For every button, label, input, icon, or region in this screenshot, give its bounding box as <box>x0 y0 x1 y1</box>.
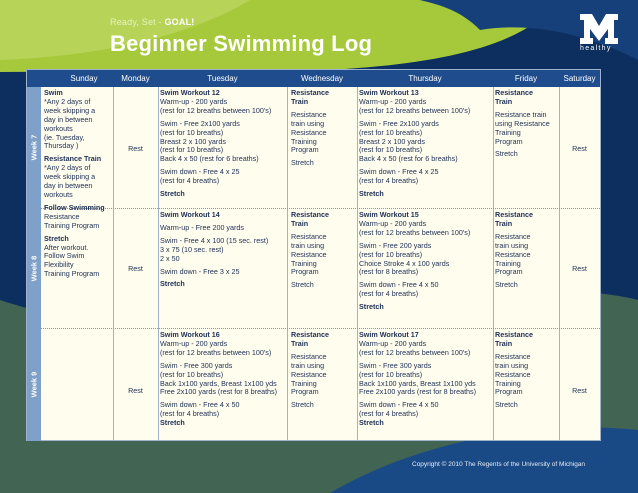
cell-line: train using <box>495 360 529 370</box>
cell-line: week skipping a <box>44 105 96 115</box>
column-divider <box>158 87 159 441</box>
cell-line: Warm-up - 200 yards <box>359 338 427 348</box>
week-column <box>27 87 41 441</box>
cell-line: Training <box>291 378 317 388</box>
cell-line: Thursday ) <box>44 141 79 151</box>
cell-line: (rest for 4 breaths) <box>359 289 419 299</box>
cell-heading: Swim Workout 16 <box>160 330 220 339</box>
cell-heading: Train <box>291 96 309 106</box>
cell-line: Stretch <box>291 280 314 290</box>
cell-line: Swim down - Free 4 x 50 <box>359 280 439 290</box>
cell-line: Training <box>291 136 317 146</box>
thursday-workout <box>359 331 493 428</box>
cell-line: Flexibility <box>44 260 74 270</box>
cell-line: Training <box>495 127 521 137</box>
tagline: Ready, Set - GOAL! <box>110 17 195 27</box>
cell-line: Free 2x100 yards (rest for 8 breaths) <box>359 387 477 397</box>
day-header-tuesday: Tuesday <box>207 74 238 83</box>
copyright-footer: Copyright © 2010 The Regents of the University of Michigan <box>412 461 586 468</box>
cell-line: Follow Swim <box>44 251 85 261</box>
page-title: Beginner Swimming Log <box>110 31 373 56</box>
friday-workout <box>495 331 559 410</box>
day-header-monday: Monday <box>121 74 150 83</box>
cell-line: Resistance <box>291 369 327 379</box>
cell-line: Swim down - Free 4 x 50 <box>359 400 439 410</box>
rest-cell: Rest <box>128 386 143 395</box>
wednesday-workout <box>291 331 357 410</box>
cell-line: Swim - Free 300 yards <box>359 360 432 370</box>
cell-line: Resistance train <box>495 109 547 119</box>
cell-line: (rest for 10 breaths) <box>359 369 423 379</box>
swimming-log-table <box>26 69 601 441</box>
cell-line: Back 1x100 yards, Breast 1x100 yds <box>160 378 277 388</box>
cell-line: (rest for 4 breaths) <box>160 176 220 186</box>
cell-line: After workout. <box>44 242 89 252</box>
cell-heading: Swim Workout 15 <box>359 210 419 219</box>
column-divider <box>493 87 494 441</box>
cell-line: using Resistance <box>495 118 550 128</box>
rest-cell: Rest <box>572 264 587 273</box>
cell-line: Program <box>495 387 523 397</box>
cell-heading: Train <box>291 218 309 228</box>
row-divider <box>41 208 600 209</box>
cell-line: Free 2x100 yards (rest for 8 breaths) <box>160 387 278 397</box>
cell-heading: Resistance <box>291 210 329 219</box>
cell-line: Program <box>495 267 523 277</box>
day-header-wednesday: Wednesday <box>300 74 344 83</box>
day-header-friday: Friday <box>514 74 538 83</box>
cell-line: Swim - Free 4 x 100 (15 sec. rest) <box>160 235 269 245</box>
cell-heading: Stretch <box>160 279 185 289</box>
cell-heading: Stretch <box>359 189 384 199</box>
cell-line: (rest for 10 breaths) <box>160 145 224 155</box>
cell-line: Breast 2 x 100 yards <box>160 136 226 146</box>
cell-line: train using <box>291 240 325 250</box>
cell-line: Program <box>291 387 319 397</box>
cell-line: Program <box>291 145 319 155</box>
week-label: Week 9 <box>29 371 39 398</box>
cell-line: (rest for 12 breaths between 100's) <box>359 347 471 357</box>
cell-line: Resistance <box>291 231 327 241</box>
cell-line: Resistance <box>291 249 327 259</box>
thursday-workout <box>359 211 493 312</box>
cell-line: Swim - Free 300 yards <box>160 360 233 370</box>
week-label: Week 8 <box>29 255 39 281</box>
tuesday-workout <box>160 89 287 199</box>
cell-line: Program <box>495 136 523 146</box>
cell-heading: Resistance <box>495 210 533 219</box>
cell-line: Resistance <box>291 351 327 361</box>
cell-line: (rest for 8 breaths) <box>359 267 419 277</box>
cell-heading: Resistance <box>291 330 329 339</box>
cell-line: Stretch <box>291 400 314 410</box>
cell-line: Back 4 x 50 (rest for 6 breaths) <box>359 154 458 164</box>
cell-line: 2 x 50 <box>160 253 180 263</box>
cell-line: Back 1x100 yards, Breast 1x100 yds <box>359 378 476 388</box>
cell-line: Training <box>495 378 521 388</box>
cell-line: (rest for 12 breaths between 100's) <box>359 227 471 237</box>
cell-line: day in between <box>44 114 93 124</box>
cell-line: (rest for 4 breaths) <box>160 409 220 419</box>
cell-heading: Resistance <box>495 88 533 97</box>
cell-line: Training <box>495 258 521 268</box>
rest-cell: Rest <box>128 264 143 273</box>
cell-line: Warm-up - Free 200 yards <box>160 222 245 232</box>
cell-line: (rest for 10 breaths) <box>160 369 224 379</box>
cell-line: Warm-up - 200 yards <box>359 218 427 228</box>
cell-line: Resistance <box>291 109 327 119</box>
cell-line: Swim - Free 2x100 yards <box>359 118 439 128</box>
day-header-row <box>27 70 600 87</box>
cell-line: (rest for 4 breaths) <box>359 409 419 419</box>
cell-line: train using <box>495 240 529 250</box>
cell-line: (ie. Tuesday, <box>44 132 85 142</box>
cell-line: Warm-up - 200 yards <box>160 96 228 106</box>
cell-line: workouts <box>44 123 73 133</box>
cell-line: Resistance <box>495 351 531 361</box>
wednesday-workout <box>291 89 357 168</box>
tuesday-workout <box>160 331 287 428</box>
cell-heading: Stretch <box>359 418 384 428</box>
rest-cell: Rest <box>572 386 587 395</box>
cell-line: day in between <box>44 181 93 191</box>
cell-line: Warm-up - 200 yards <box>359 96 427 106</box>
cell-heading: Swim Workout 14 <box>160 210 220 219</box>
cell-line: Training Program <box>44 269 100 279</box>
cell-heading: Resistance Train <box>44 154 102 164</box>
cell-line: *Any 2 days of <box>44 96 91 106</box>
cell-heading: Swim Workout 13 <box>359 88 419 97</box>
cell-line: Stretch <box>291 158 314 168</box>
sunday-notes <box>44 89 112 279</box>
cell-line: Stretch <box>495 400 518 410</box>
cell-line: Warm-up - 200 yards <box>160 338 228 348</box>
cell-line: Swim down - Free 4 x 25 <box>359 167 439 177</box>
cell-line: Back 4 x 50 (rest for 6 breaths) <box>160 154 259 164</box>
cell-line: workouts <box>44 189 73 199</box>
week-label: Week 7 <box>29 134 39 161</box>
cell-heading: Stretch <box>160 189 185 199</box>
cell-heading: Stretch <box>359 302 384 312</box>
cell-line: Program <box>291 267 319 277</box>
cell-line: Resistance <box>495 249 531 259</box>
cell-heading: Resistance <box>291 88 329 97</box>
cell-heading: Resistance <box>495 330 533 339</box>
cell-line: (rest for 10 breaths) <box>359 249 423 259</box>
cell-heading: Swim <box>44 88 63 97</box>
tuesday-workout <box>160 211 287 289</box>
cell-line: Swim - Free 2x100 yards <box>160 118 240 128</box>
cell-line: Training Program <box>44 220 100 230</box>
cell-line: train using <box>291 360 325 370</box>
cell-heading: Train <box>291 338 309 348</box>
cell-line: Stretch <box>495 149 518 159</box>
cell-line: Stretch <box>495 280 518 290</box>
cell-heading: Swim Workout 12 <box>160 88 220 97</box>
cell-heading: Stretch <box>44 233 69 243</box>
cell-line: train using <box>291 118 325 128</box>
cell-line: (rest for 12 breaths between 100's) <box>160 347 272 357</box>
day-header-saturday: Saturday <box>563 74 596 83</box>
cell-line: Swim - Free 200 yards <box>359 240 432 250</box>
cell-line: 3 x 75 (10 sec. rest) <box>160 244 224 254</box>
cell-line: Training <box>291 258 317 268</box>
cell-heading: Train <box>495 218 513 228</box>
row-divider <box>41 328 600 329</box>
friday-workout <box>495 89 559 159</box>
cell-heading: Train <box>495 338 513 348</box>
cell-line: (rest for 12 breaths between 100's) <box>160 105 272 115</box>
cell-line: (rest for 10 breaths) <box>359 127 423 137</box>
cell-line: *Any 2 days of <box>44 163 91 173</box>
cell-heading: Follow Swimming <box>44 202 105 212</box>
cell-line: (rest for 10 breaths) <box>160 127 224 137</box>
cell-line: Choice Stroke 4 x 100 yards <box>359 258 450 268</box>
wednesday-workout <box>291 211 357 290</box>
cell-line: (rest for 12 breaths between 100's) <box>359 105 471 115</box>
cell-heading: Train <box>495 96 513 106</box>
rest-cell: Rest <box>572 144 587 153</box>
cell-line: Resistance <box>495 231 531 241</box>
cell-line: Resistance <box>291 127 327 137</box>
cell-line: Breast 2 x 100 yards <box>359 136 425 146</box>
cell-heading: Swim Workout 17 <box>359 330 419 339</box>
rest-cell: Rest <box>128 144 143 153</box>
cell-line: Resistance <box>495 369 531 379</box>
day-header-thursday: Thursday <box>408 74 442 83</box>
logo-wordmark: healthy <box>580 45 612 52</box>
cell-line: Swim down - Free 4 x 50 <box>160 400 240 410</box>
thursday-workout <box>359 89 493 199</box>
cell-line: Resistance <box>44 211 80 221</box>
cell-line: Swim down - Free 3 x 25 <box>160 266 240 276</box>
column-divider <box>357 87 358 441</box>
column-divider <box>287 87 288 441</box>
cell-line: Swim down - Free 4 x 25 <box>160 167 240 177</box>
day-header-sunday: Sunday <box>70 74 98 83</box>
cell-heading: Stretch <box>160 418 185 428</box>
friday-workout <box>495 211 559 290</box>
cell-line: (rest for 4 breaths) <box>359 176 419 186</box>
cell-line: (rest for 10 breaths) <box>359 145 423 155</box>
cell-line: week skipping a <box>44 172 96 182</box>
